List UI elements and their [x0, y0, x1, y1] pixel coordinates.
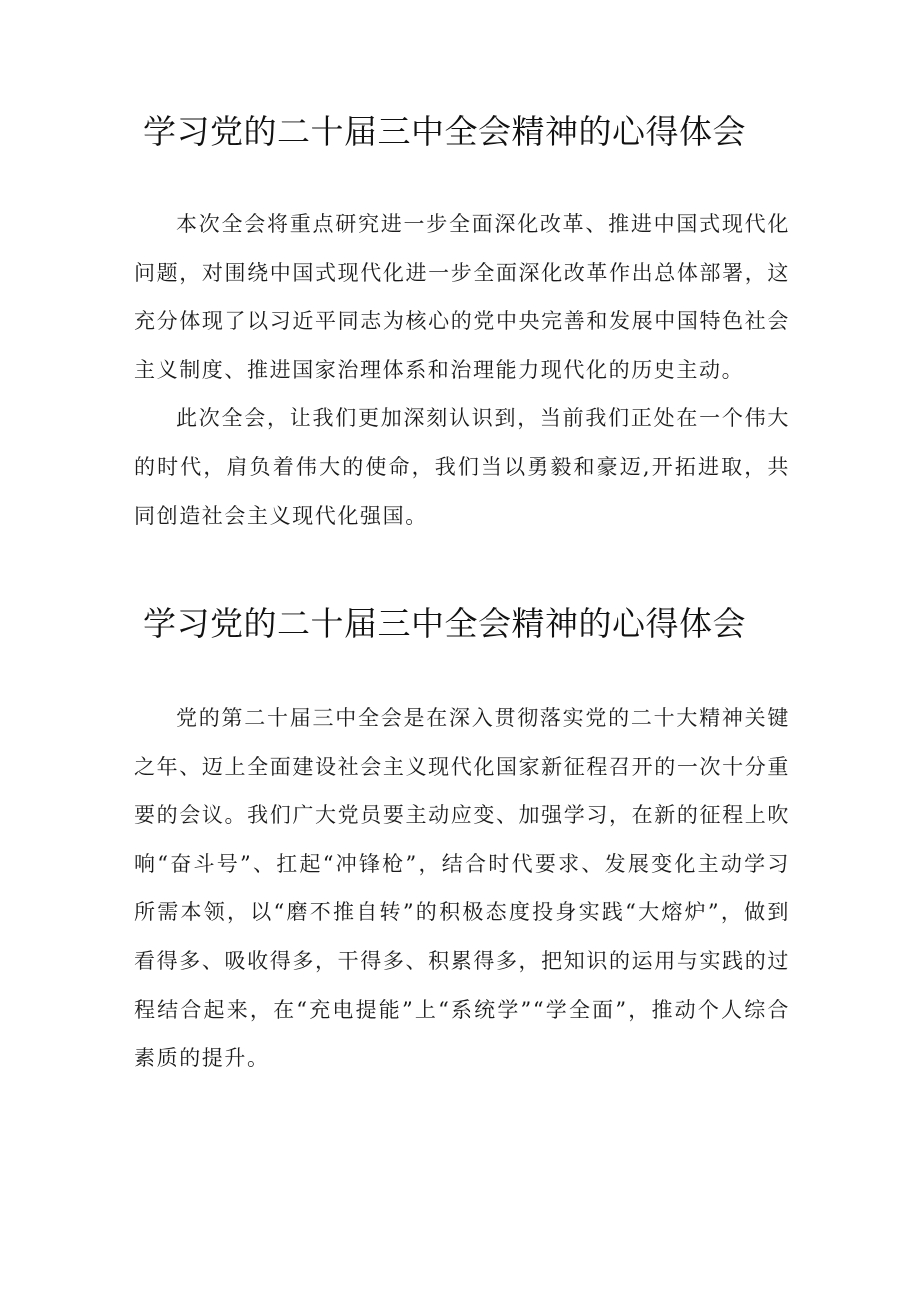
paragraph: 本次全会将重点研究进一步全面深化改革、推进中国式现代化问题，对围绕中国式现代化进一步全面深化改革作出总体部署，这充分体现了以习近平同志为核心的党中央完善和发展中国特色社会主义制度、推进国家治理体系和治理能力现代化的历史主动。	[134, 212, 790, 382]
section-title: 学习党的二十届三中全会精神的心得体会	[143, 604, 746, 643]
section-body	[134, 200, 790, 540]
section-body	[134, 694, 790, 1083]
paragraph: 党的第二十届三中全会是在深入贯彻落实党的二十大精神关键之年、迈上全面建设社会主义现代化国家新征程召开的一次十分重要的会议。我们广大党员要主动应变、加强学习，在新的征程上吹响“奋斗号”、扛起“冲锋枪”，结合时代要求、发展变化主动学习所需本领，以“磨不推自转”的积极态度投身实践“大熔炉”，做到看得多、吸收得多，干得多、积累得多，把知识的运用与实践的过程结合起来，在“充电提能”上“系统学”“学全面”，推动个人综合素质的提升。	[134, 706, 790, 1071]
essay-section-2	[0, 596, 920, 1071]
paragraph: 此次全会，让我们更加深刻认识到，当前我们正处在一个伟大的时代，肩负着伟大的使命，我们当以勇毅和豪迈,开拓进取，共同创造社会主义现代化强国。	[134, 406, 790, 528]
section-title: 学习党的二十届三中全会精神的心得体会	[143, 112, 746, 151]
essay-section-1	[0, 104, 920, 528]
